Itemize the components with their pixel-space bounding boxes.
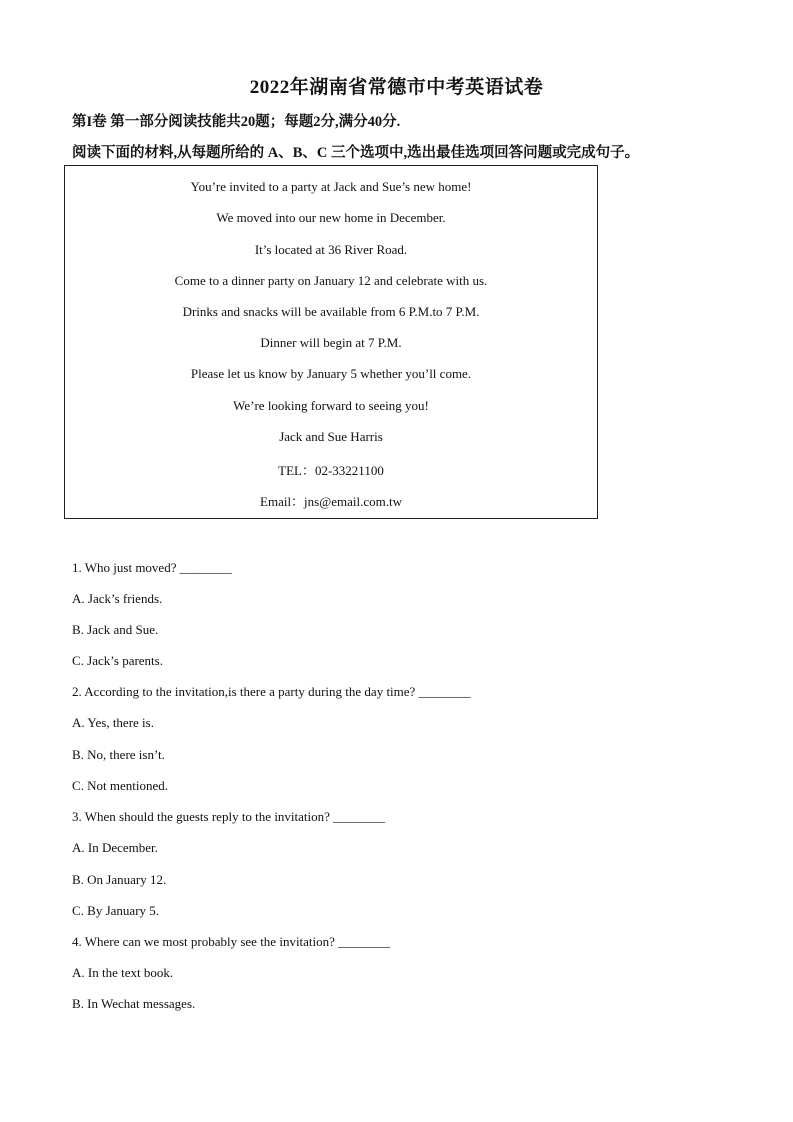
invitation-line: We’re looking forward to seeing you!: [233, 398, 429, 413]
answer-option: B. No, there isn’t.: [72, 747, 165, 762]
question-stem: 1. Who just moved? ________: [72, 560, 232, 575]
invitation-phone: TEL：02-33221100: [278, 463, 384, 478]
invitation-signature: Jack and Sue Harris: [279, 429, 383, 444]
answer-option: A. In December.: [72, 840, 158, 855]
question-stem: 3. When should the guests reply to the invitation? ________: [72, 809, 386, 824]
answer-option: C. Not mentioned.: [72, 778, 169, 793]
invitation-line: We moved into our new home in December.: [216, 210, 446, 225]
answer-option: C. By January 5.: [72, 903, 160, 918]
answer-option: B. Jack and Sue.: [72, 622, 159, 637]
invitation-line: It’s located at 36 River Road.: [254, 242, 408, 257]
answer-option: A. Jack’s friends.: [72, 591, 163, 606]
page-title: 2022年湖南省常德市中考英语试卷: [249, 77, 544, 98]
section-heading: 第I卷 第一部分阅读技能共20题；每题2分,满分40分.: [72, 114, 401, 130]
question-stem: 4. Where can we most probably see the invitation? ________: [72, 934, 391, 949]
answer-option: C. Jack’s parents.: [72, 653, 163, 668]
instruction-text: 阅读下面的材料,从每题所给的 A、B、C 三个选项中,选出最佳选项回答问题或完成句子。: [72, 145, 640, 161]
invitation-box: [64, 165, 598, 519]
answer-option: A. In the text book.: [72, 965, 174, 980]
invitation-line: Please let us know by January 5 whether you’ll come.: [190, 366, 472, 381]
invitation-line: Come to a dinner party on January 12 and celebrate with us.: [174, 273, 488, 288]
answer-option: A. Yes, there is.: [72, 715, 154, 730]
invitation-line: You’re invited to a party at Jack and Sue’s new home!: [190, 179, 472, 194]
answer-option: B. In Wechat messages.: [72, 996, 196, 1011]
invitation-line: Drinks and snacks will be available from 6 P.M.to 7 P.M.: [182, 304, 480, 319]
invitation-line: Dinner will begin at 7 P.M.: [260, 335, 402, 350]
invitation-email: Email：jns@email.com.tw: [260, 494, 402, 509]
answer-option: B. On January 12.: [72, 872, 167, 887]
question-stem: 2. According to the invitation,is there a party during the day time? ________: [72, 684, 471, 699]
